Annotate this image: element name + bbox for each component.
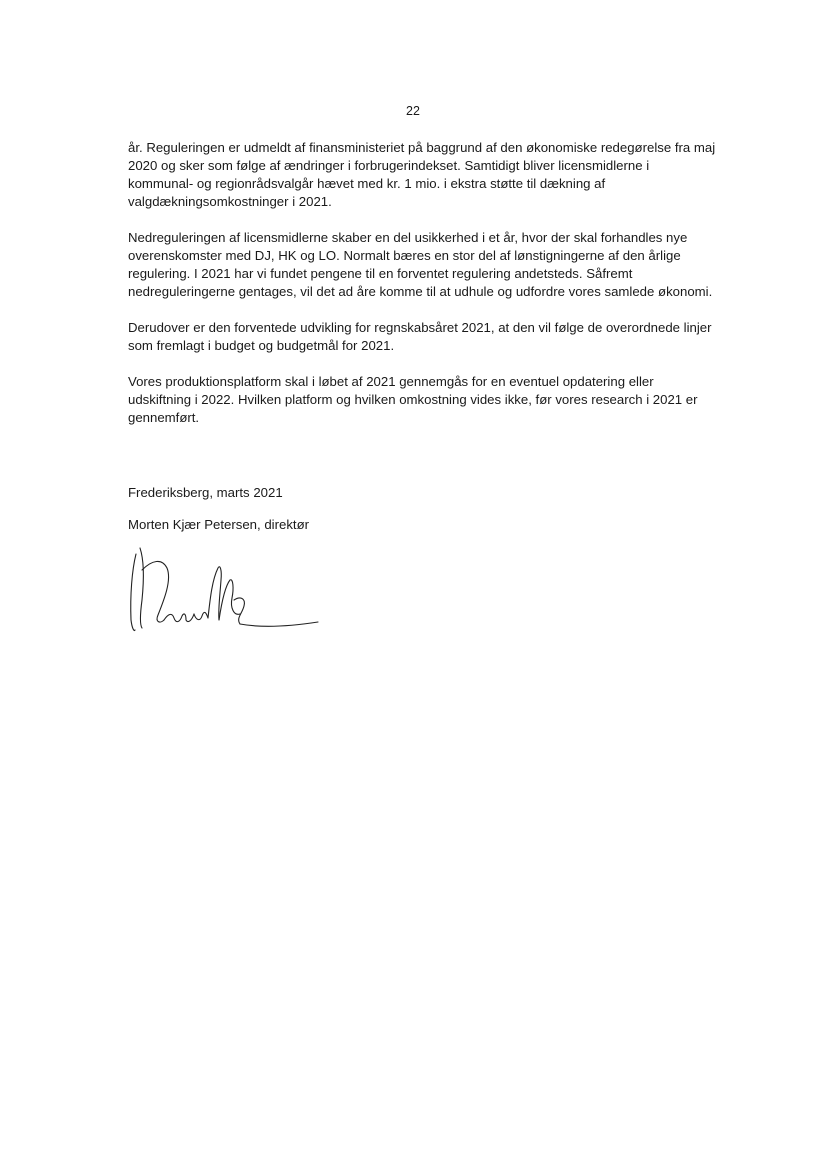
paragraph: Nedreguleringen af licensmidlerne skaber en del usikkerhed i et år, hvor der skal forhandles nye overenskomster med DJ, HK og LO. Normalt bæres en stor del af lønstigningerne af den årlige regulering. I 2021 har vi fundet pengene til en forventet regulering andetsteds. Såfremt nedreguleringerne gentages, vil det ad åre komme til at udhule og udfordre vores samlede økonomi. [128,230,713,299]
paragraph: Vores produktionsplatform skal i løbet af 2021 gennemgås for en eventuel opdatering eller udskiftning i 2022. Hvilken platform og hvilken omkostning vides ikke, før vores research i 2021 er gennemført. [128,374,698,425]
handwritten-signature [122,540,322,650]
paragraph: år. Reguleringen er udmeldt af finansministeriet på baggrund af den økonomiske redegørelse fra maj 2020 og sker som følge af ændringer i forbrugerindekset. Samtidigt bliver licensmidlerne i kommunal- og regionrådsvalgår hævet med kr. 1 mio. i ekstra støtte til dækning af valgdækningsomkostninger i 2021. [128,140,716,209]
place-date: Frederiksberg, marts 2021 [128,485,283,500]
body-text [128,139,718,445]
page-number: 22 [406,104,420,118]
paragraph: Derudover er den forventede udvikling for regnskabsåret 2021, at den vil følge de overordnede linjer som fremlagt i budget og budgetmål for 2021. [128,320,712,353]
signer-name: Morten Kjær Petersen, direktør [128,517,310,532]
